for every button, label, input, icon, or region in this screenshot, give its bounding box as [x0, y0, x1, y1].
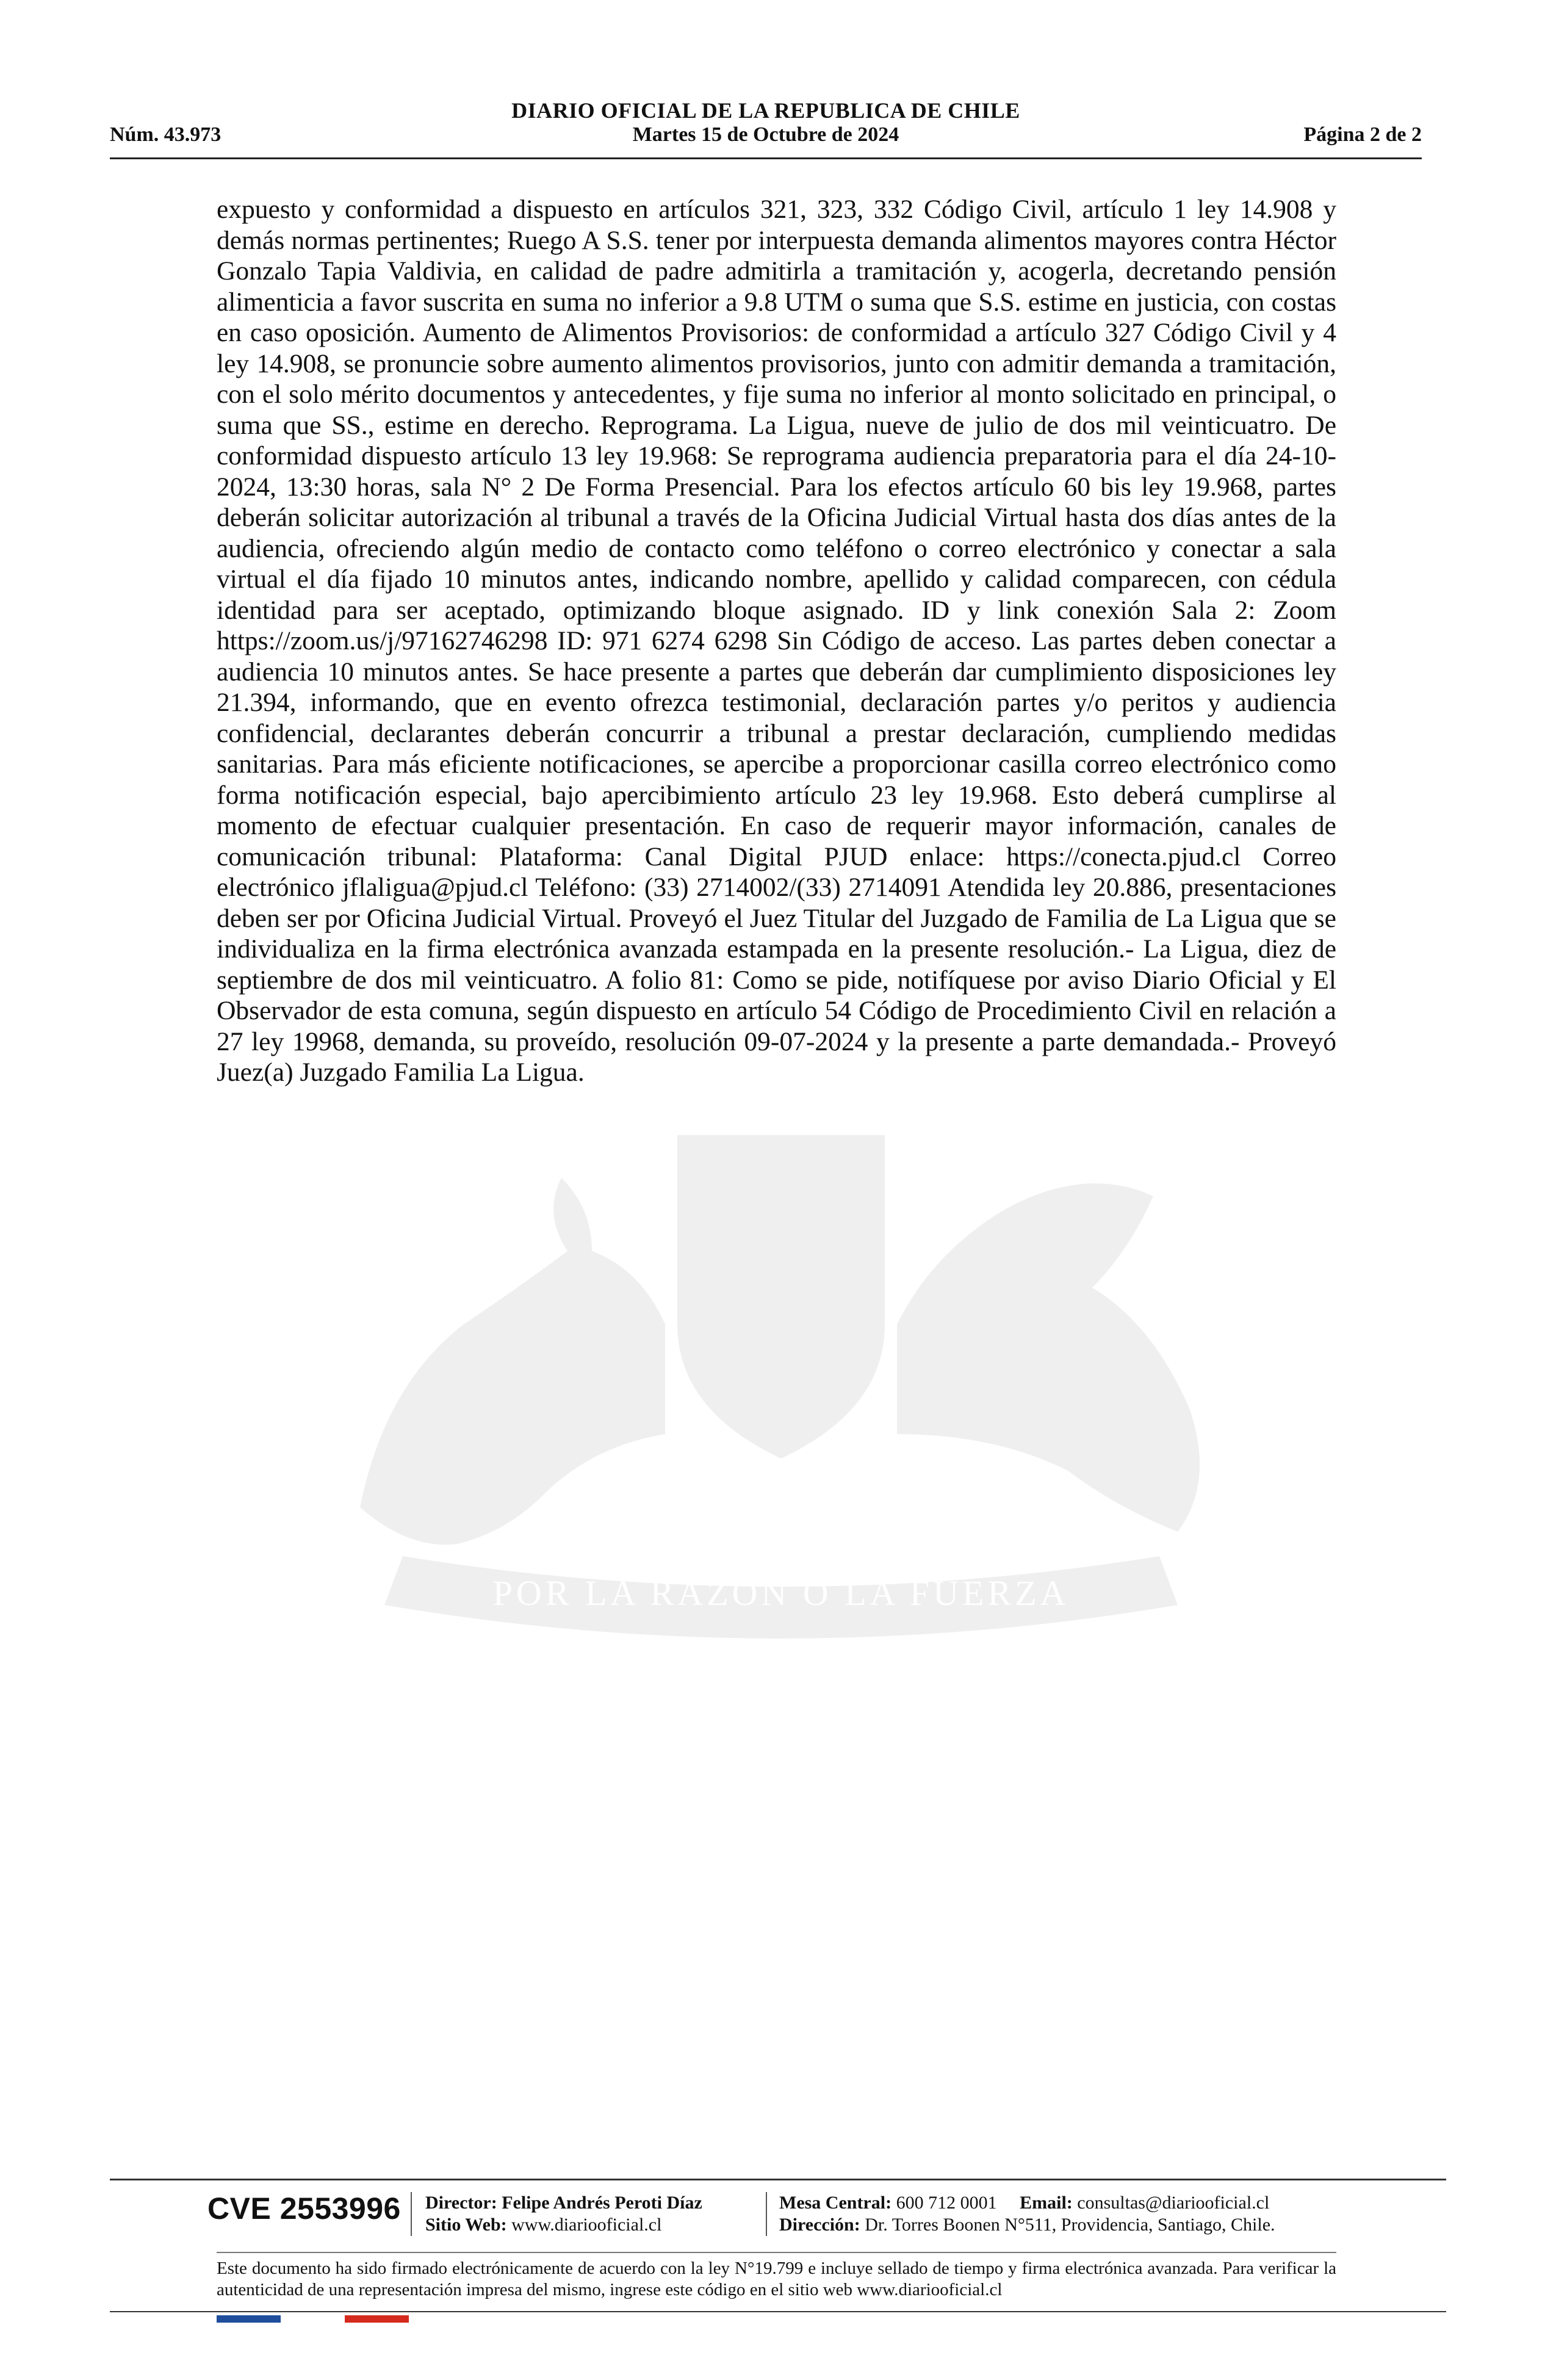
footer-mid-divider [217, 2252, 1336, 2253]
flag-white-segment [281, 2315, 345, 2323]
shield-shape [677, 1135, 885, 1459]
issue-number: Núm. 43.973 [110, 123, 222, 146]
footer-separator [411, 2192, 412, 2236]
issue-date: Martes 15 de Octubre de 2024 [632, 123, 899, 146]
header-divider [110, 157, 1422, 159]
flag-blue-segment [217, 2315, 281, 2323]
chile-flag-stripe [217, 2315, 409, 2323]
condor-figure [897, 1183, 1200, 1532]
page-header [110, 92, 1422, 159]
website-label: Sitio Web: [425, 2215, 507, 2235]
address-line [779, 2214, 1275, 2236]
document-body: expuesto y conformidad a dispuesto en artículos 321, 323, 332 Código Civil, artículo 1 ley 14.908 y demás normas pertinentes; Ruego A S.S. tener por interpuesta demanda alimentos mayores contra Héctor Gonzalo Tapia Valdivia, en calidad de padre admitirla a tramitación y, acogerla, decretando pensión alimenticia a favor suscrita en suma no inferior a 9.8 UTM o suma que S.S. estime en justicia, con costas en caso oposición. Aumento de Alimentos Provisorios: de conformidad a artículo 327 Código Civil y 4 ley 14.908, se pronuncie sobre aumento alimentos provisorios, junto con admitir demanda a tramitación, con el solo mérito documentos y antecedentes, y fije suma no inferior al monto solicitado en principal, o suma que SS., estime en derecho. Reprograma. La Ligua, nueve de julio de dos mil veinticuatro. De conformidad dispuesto artículo 13 ley 19.968: Se reprograma audiencia preparatoria para el día 24-10-2024, 13:30 horas, sala N° 2 De Forma Presencial. Para los efectos artículo 60 bis ley 19.968, partes deberán solicitar autorización al tribunal a través de la Oficina Judicial Virtual hasta dos días antes de la audiencia, ofreciendo algún medio de contacto como teléfono o correo electrónico y conectar a sala virtual el día fijado 10 minutos antes, indicando nombre, apellido y calidad comparecen, con cédula identidad para ser aceptado, optimizando bloque asignado. ID y link conexión Sala 2: Zoom https://zoom.us/j/97162746298 ID: 971 6274 6298 Sin Código de acceso. Las partes deben conectar a audiencia 10 minutos antes. Se hace presente a partes que deberán dar cumplimiento disposiciones ley 21.394, informando, que en evento ofrezca testimonial, declaración partes y/o peritos y audiencia confidencial, declarantes deberán concurrir a tribunal a prestar declaración, cumpliendo medidas sanitarias. Para más eficiente notificaciones, se apercibe a proporcionar casilla correo electrónico como forma notificación especial, bajo apercibimiento artículo 23 ley 19.968. Esto deberá cumplirse al momento de efectuar cualquier presentación. En caso de requerir mayor información, canales de comunicación tribunal: Plataforma: Canal Digital PJUD enlace: https://conecta.pjud.cl Correo electrónico jflaligua@pjud.cl Teléfono: (33) 2714002/(33) 2714091 Atendida ley 20.886, presentaciones deben ser por Oficina Judicial Virtual. Proveyó el Juez Titular del Juzgado de Familia de La Ligua que se individualiza en la firma electrónica avanzada estampada en la presente resolución.- La Ligua, diez de septiembre de dos mil veinticuatro. A folio 81: Como se pide, notifíquese por aviso Diario Oficial y El Observador de esta comuna, según dispuesto en artículo 54 Código de Procedimiento Civil en relación a 27 ley 19968, demanda, su proveído, resolución 09-07-2024 y la presente a parte demandada.- Proveyó Juez(a) Juzgado Familia La Ligua. [217, 195, 1336, 1087]
publication-title: DIARIO OFICIAL DE LA REPUBLICA DE CHILE [511, 98, 1020, 123]
huemul-figure [360, 1178, 665, 1545]
director-line [425, 2192, 702, 2214]
mesa-central-phone: 600 712 0001 [896, 2193, 997, 2213]
electronic-signature-notice: Este documento ha sido firmado electrónicamente de acuerdo con la ley N°19.799 e incluye sellado de tiempo y firma electrónica avanzada. Para verificar la autenticidad de una representación impresa del mismo, ingrese este código en el sitio web www.diariooficial.cl [217, 2259, 1336, 2299]
address-value: Dr. Torres Boonen N°511, Providencia, Santiago, Chile. [865, 2215, 1275, 2235]
page-number: Página 2 de 2 [1303, 123, 1422, 146]
footer-bottom-divider [110, 2311, 1446, 2312]
footer-separator [766, 2192, 767, 2236]
footer-top-divider [110, 2179, 1446, 2180]
email-label: Email: [1020, 2193, 1073, 2213]
contact-line [779, 2192, 1269, 2214]
address-label: Dirección: [779, 2215, 860, 2235]
flag-red-segment [345, 2315, 409, 2323]
director-name: Felipe Andrés Peroti Díaz [502, 2193, 702, 2213]
email-link[interactable]: consultas@diariooficial.cl [1077, 2193, 1270, 2213]
website-link[interactable]: www.diariooficial.cl [511, 2215, 662, 2235]
watermark-motto: POR LA RAZON O LA FUERZA [492, 1573, 1070, 1613]
website-line [425, 2214, 661, 2236]
cve-code: CVE 2553996 [207, 2191, 401, 2226]
coat-of-arms-watermark [201, 1068, 1361, 1678]
mesa-central-label: Mesa Central: [779, 2193, 892, 2213]
director-label: Director: [425, 2193, 497, 2213]
